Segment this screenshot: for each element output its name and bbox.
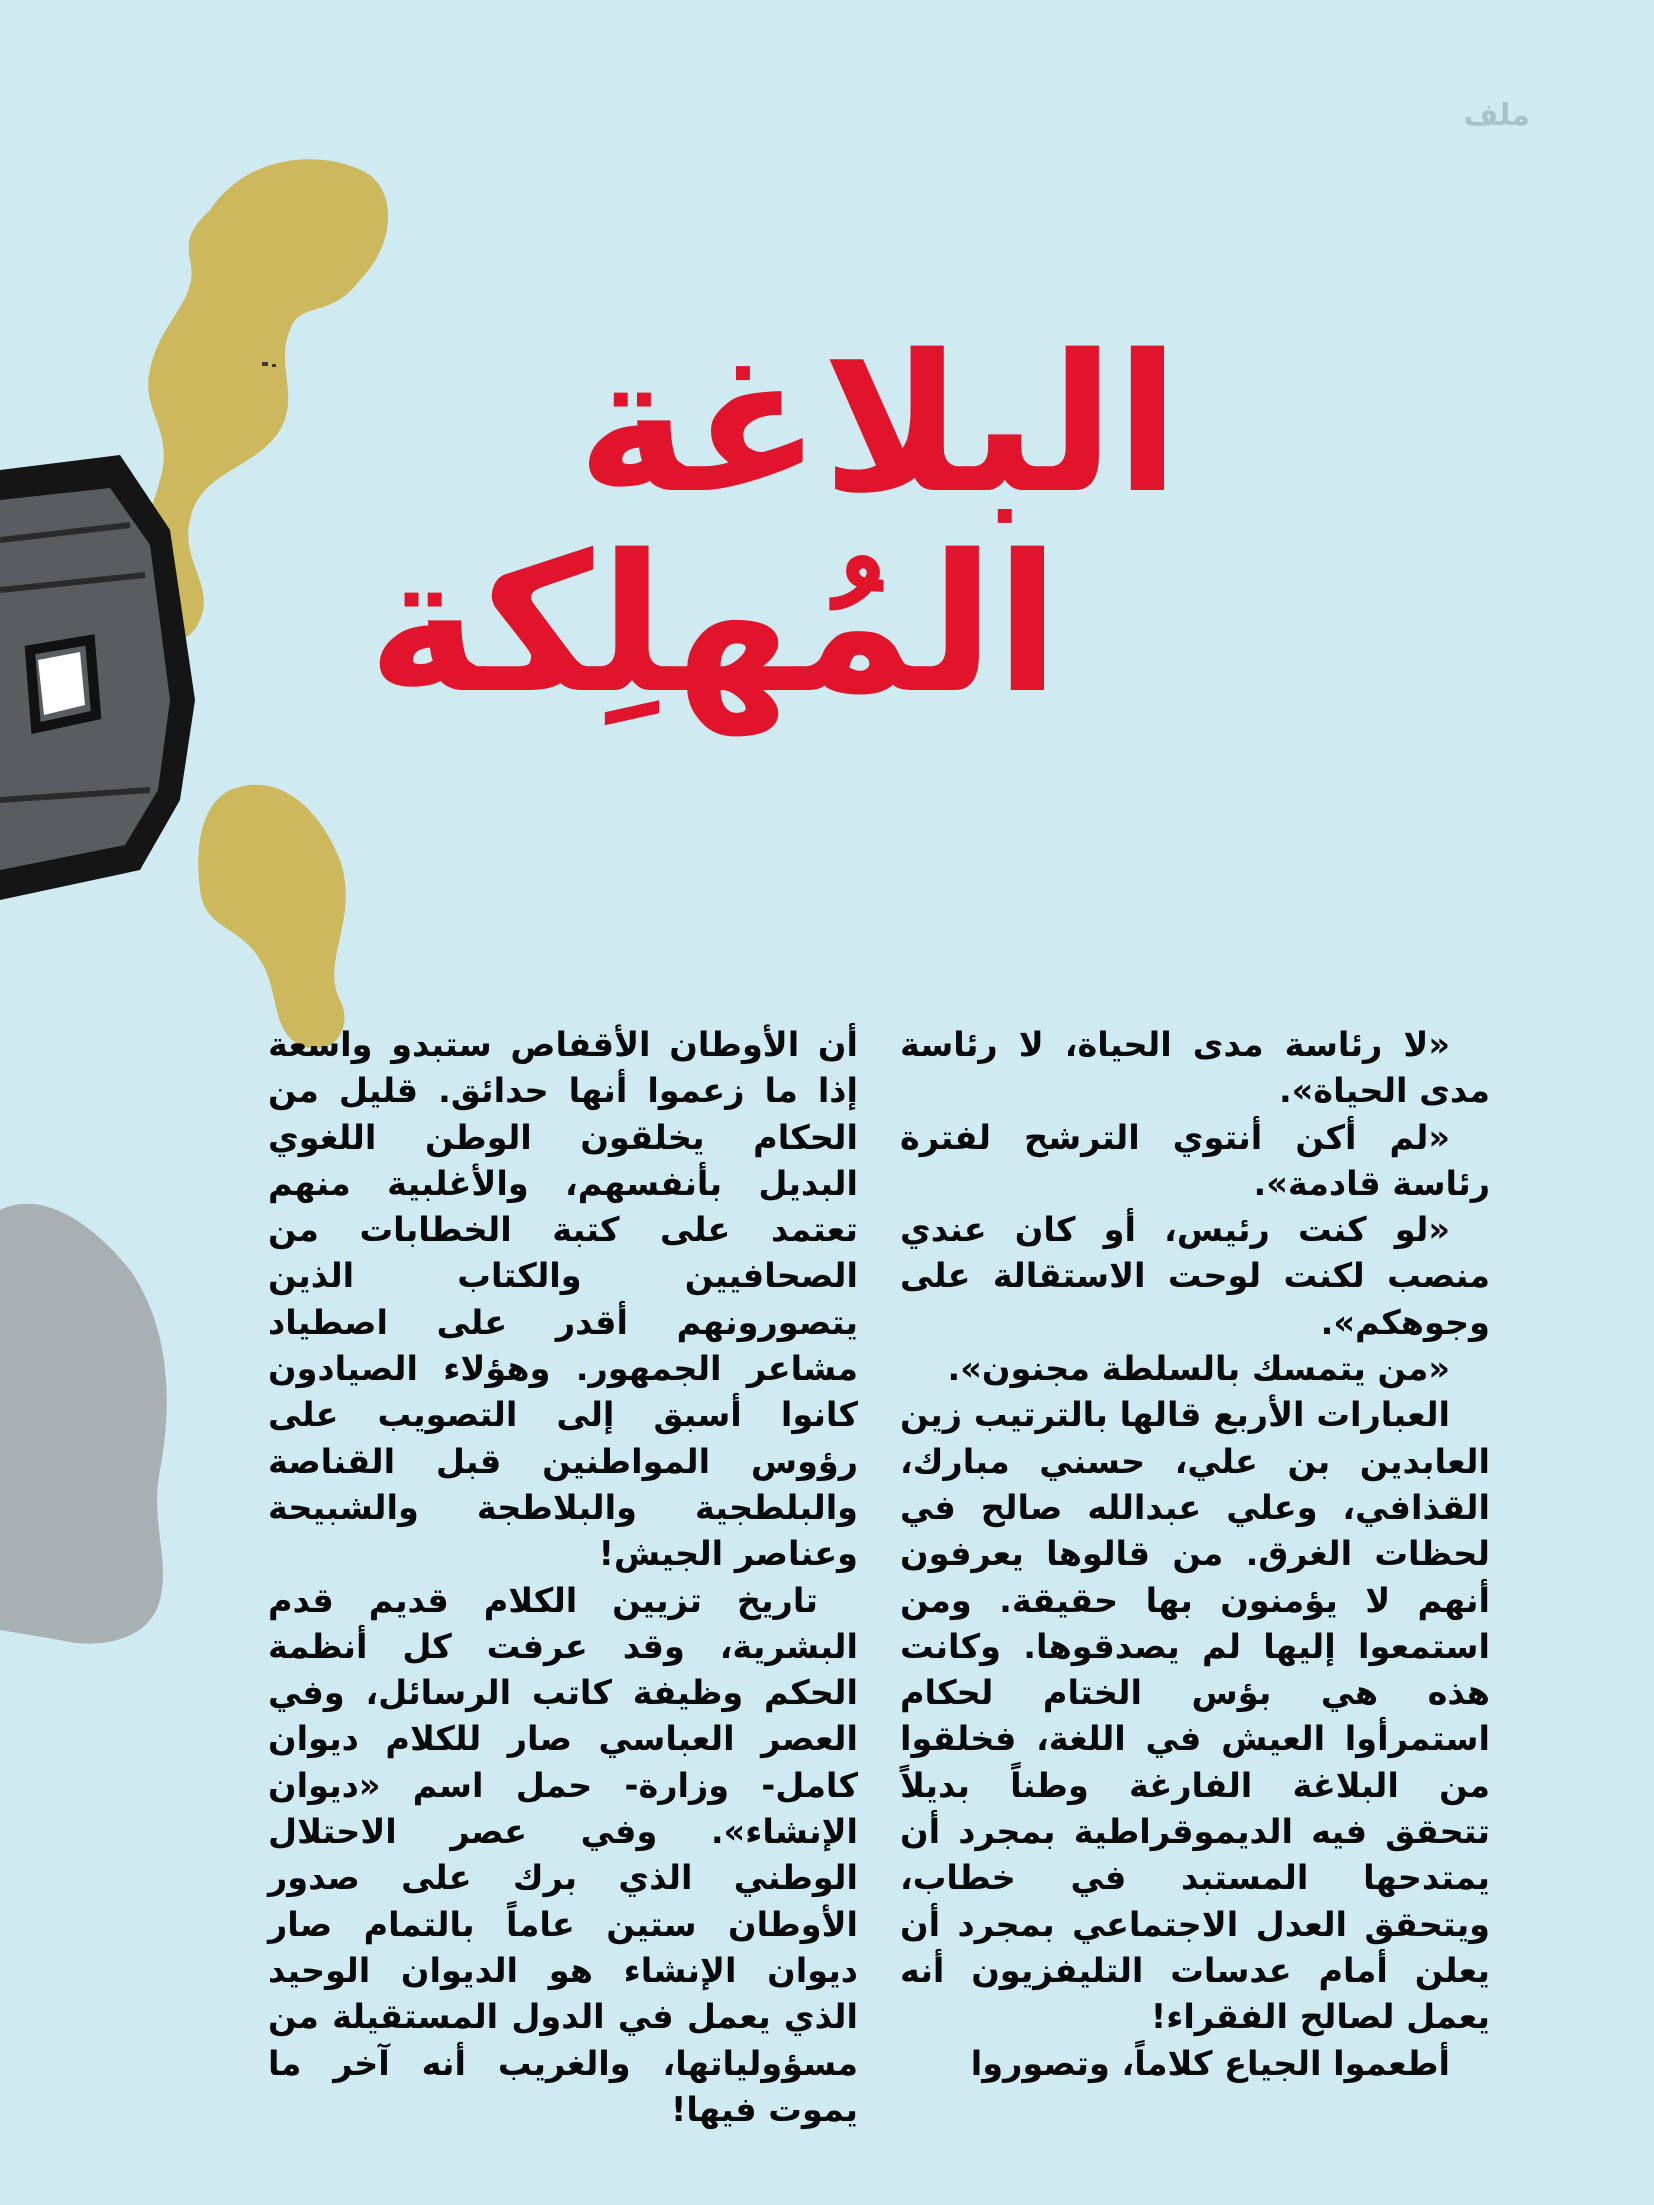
- paragraph: تاريخ تزيين الكلام قديم قدم البشرية، وقد عرفت كل أنظمة الحكم وظيفة كاتب الرسائل، وفي العصر العباسي صار للكلام ديوان كامل- وزارة- حمل اسم «ديوان الإنشاء». وفي عصر الاحتلال الوطني الذي برك على صدور الأوطان ستين عاماً بالتمام صار ديوان الإنشاء هو الديوان الوحيد الذي يعمل في الدول المستقيلة من مسؤولياتها، والغريب أنه آخر ما يموت فيها!: [268, 1580, 858, 2129]
- paragraph: «لا رئاسة مدى الحياة، لا رئاسة مدى الحياة».: [900, 1025, 1490, 1111]
- smoke-shape-lower: [198, 785, 345, 1049]
- section-label: ملف: [1463, 98, 1530, 133]
- gun-muzzle-window: [38, 652, 85, 715]
- paragraph: العبارات الأربع قالها بالترتيب زين العابدين بن علي، حسني مبارك، القذافي، وعلي عبدالله صالح في لحظات الغرق. من قالوها يعرفون أنهم لا يؤمنون بها حقيقة. ومن استمعوا إليها لم يصدقوها. وكانت هذه هي بؤس الختام لحكام استمرأوا العيش في اللغة، فخلقوا من البلاغة الفارغة وطناً بديلاً تتحقق فيه الديموقراطية بمجرد أن يمتدحها المستبد في خطاب، ويتحقق العدل الاجتماعي بمجرد أن يعلن أمام عدسات التليفزيون أنه يعمل لصالح الفقراء!: [900, 1395, 1490, 2037]
- article-column-right: [900, 1022, 1490, 2087]
- headline-line-1: البلاغة: [576, 314, 1180, 535]
- paragraph: «من يتمسك بالسلطة مجنون».: [947, 1349, 1450, 1389]
- article-column-left: [268, 1022, 858, 2133]
- paragraph: «لم أكن أنتوي الترشح لفترة رئاسة قادمة».: [900, 1117, 1490, 1203]
- headline-line-2: المُهلِكة: [367, 514, 1060, 735]
- paragraph: «لو كنت رئيس، أو كان عندي منصب لكنت لوحت الاستقالة على وجوهكم».: [900, 1210, 1490, 1342]
- paragraph: أن الأوطان الأقفاص ستبدو واسعة إذا ما زعموا أنها حدائق. قليل من الحكام يخلقون الوطن اللغوي البديل بأنفسهم، والأغلبية منهم تعتمد على كتبة الخطابات من الصحافيين والكتاب الذين يتصورونهم أقدر على اصطياد مشاعر الجمهور. وهؤلاء الصيادون كانوا أسبق إلى التصويب على رؤوس المواطنين قبل القناصة والبلطجية والبلاطجة والشبيحة وعناصر الجيش!: [268, 1025, 858, 1574]
- paragraph: أطعموا الجياع كلاماً، وتصوروا: [970, 2043, 1450, 2083]
- headline: [367, 314, 1180, 735]
- grey-shadow: [0, 1204, 167, 1644]
